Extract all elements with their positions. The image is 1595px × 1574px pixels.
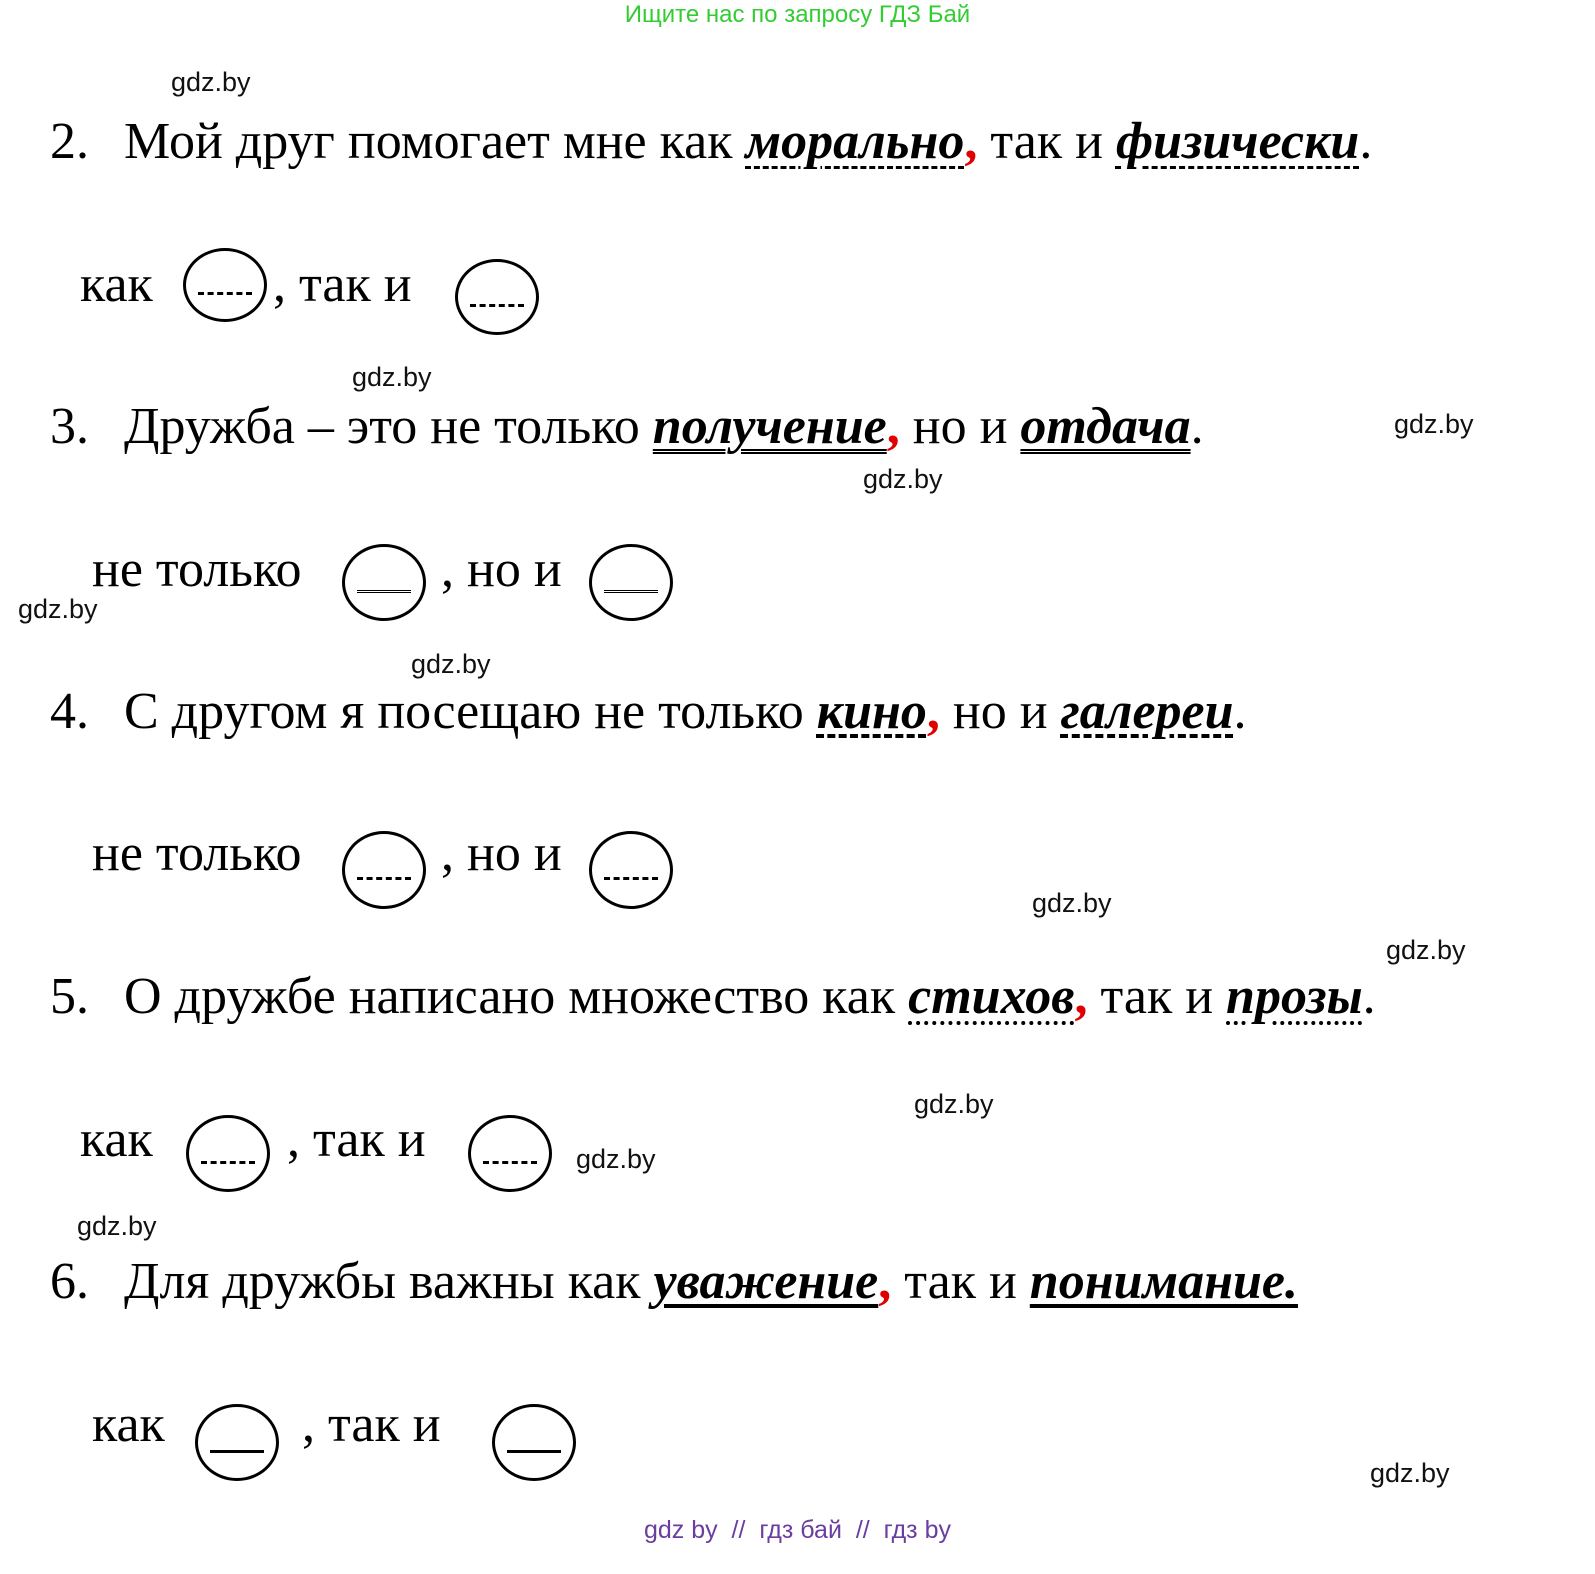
scheme-label: , но и [441,541,562,598]
sentence-text: так и [1087,968,1227,1025]
sentence-4 [50,682,1247,742]
sentence-text: Мой друг помогает мне как [124,113,746,170]
scheme-circle [589,544,673,621]
watermark: gdz.by [1386,935,1466,965]
watermark: gdz.by [863,464,943,494]
scheme-circle [455,259,539,335]
sentence-text: Для дружбы важны как [124,1253,654,1310]
homogeneous-member: прозы [1226,968,1363,1025]
sentence-text: но и [899,398,1021,455]
scheme-underline [470,304,523,307]
homogeneous-member: получение [652,398,887,455]
watermark: gdz.by [18,594,98,624]
sentence-text: С другом я посещаю не только [124,683,817,740]
sentence-2 [50,112,1372,172]
homogeneous-member: морально [745,113,965,170]
homogeneous-member: уважение [653,1253,879,1310]
sentence-text: так и [891,1253,1030,1310]
scheme-underline [201,1161,254,1164]
scheme-circle [195,1404,279,1481]
comma: , [926,683,940,740]
scheme-circle [468,1115,552,1192]
scheme-underline [210,1450,263,1453]
scheme-underline [507,1450,560,1453]
sentence-text: Дружба – это не только [124,398,653,455]
homogeneous-member: физически [1115,113,1360,170]
sentence-text: так и [977,113,1116,170]
scheme-label: , так и [287,1111,426,1168]
watermark: gdz.by [1394,409,1474,439]
sentence-5 [50,967,1376,1027]
homogeneous-member: стихов [908,968,1075,1025]
watermark: gdz.by [411,649,491,679]
scheme-label: как [80,1111,153,1168]
watermark: gdz.by [576,1144,656,1174]
scheme-underline [357,877,410,880]
watermark: gdz.by [352,362,432,392]
scheme-label: не только [92,825,302,882]
sentence-end: . [1359,113,1373,170]
scheme-label: как [80,256,153,313]
scheme-label: , но и [441,825,562,882]
sentence-text: но и [939,683,1061,740]
sentence-6 [50,1252,1298,1312]
comma: , [1074,968,1088,1025]
sentence-3 [50,397,1204,457]
scheme-label: , так и [302,1396,441,1453]
homogeneous-member: отдача [1020,398,1191,455]
sentence-number: 2. [50,113,89,170]
comma: , [878,1253,892,1310]
sentence-number: 6. [50,1253,89,1310]
sentence-number: 5. [50,968,89,1025]
scheme-underline [357,590,410,597]
watermark: gdz.by [1032,888,1112,918]
scheme-circle [492,1404,576,1481]
sentence-number: 3. [50,398,89,455]
sentence-number: 4. [50,683,89,740]
scheme-underline [604,590,657,597]
comma: , [964,113,978,170]
watermark: gdz.by [914,1089,994,1119]
scheme-underline [604,877,657,880]
sentence-end: . [1362,968,1376,1025]
scheme-underline [198,292,251,295]
sentence-text: О дружбе написано множество как [124,968,909,1025]
watermark: gdz.by [1370,1458,1450,1488]
scheme-label: не только [92,541,302,598]
scheme-circle [589,831,673,909]
homogeneous-member: понимание. [1029,1253,1298,1310]
scheme-label: как [92,1396,165,1453]
homogeneous-member: кино [816,683,927,740]
sentence-end: . [1233,683,1247,740]
scheme-circle [342,831,426,909]
watermark: gdz.by [77,1211,157,1241]
top-banner[interactable]: Ищите нас по запросу ГДЗ Бай [624,1,971,28]
homogeneous-member: галереи [1060,683,1234,740]
scheme-circle [186,1115,270,1192]
scheme-circle [183,248,267,322]
comma: , [886,398,900,455]
scheme-underline [483,1161,536,1164]
scheme-label: , так и [273,256,412,313]
watermark: gdz.by [171,67,251,97]
sentence-end: . [1190,398,1204,455]
footer-links[interactable]: gdz by // гдз бай // гдз by [643,1516,951,1544]
scheme-circle [342,544,426,621]
